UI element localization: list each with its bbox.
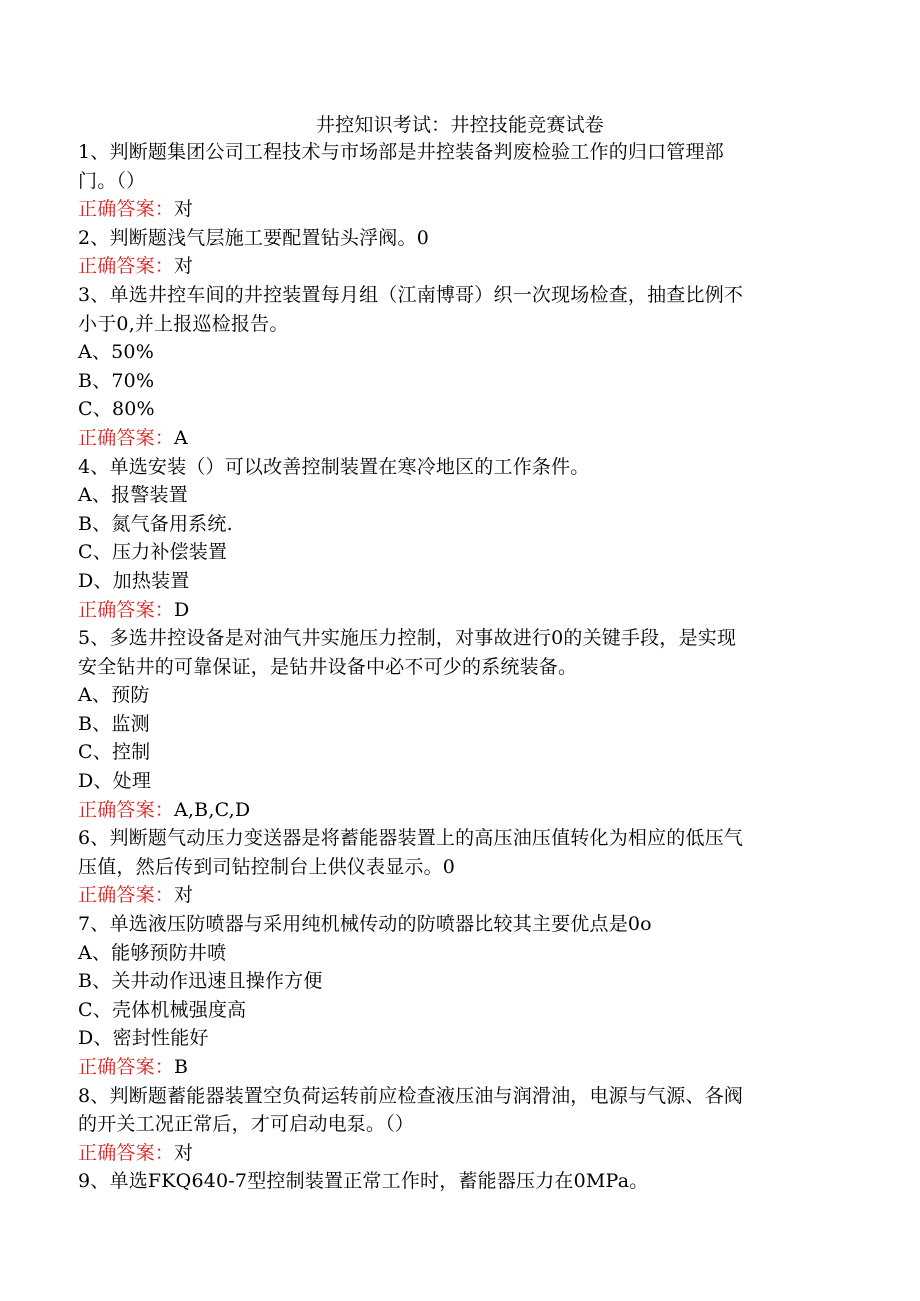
answer-label: 正确答案： — [78, 1056, 175, 1078]
question-9 — [78, 1167, 838, 1196]
question-4 — [78, 453, 838, 625]
answer-value: 对 — [174, 198, 194, 221]
option: A、报警装置 — [78, 484, 188, 507]
question-text: 5、多选井控设备是对油气井实施压力控制，对事故进行0的关键手段，是实现 — [78, 627, 737, 650]
answer-line — [78, 195, 838, 224]
question-text: 门。（） — [78, 169, 146, 192]
answer-line — [78, 796, 838, 825]
question-text: 7、单选液压防喷器与采用纯机械传动的防喷器比较其主要优点是0o — [78, 913, 652, 936]
option: D、加热装置 — [78, 569, 190, 592]
answer-label: 正确答案： — [78, 1141, 175, 1164]
option: D、处理 — [78, 770, 152, 793]
question-8 — [78, 1082, 838, 1168]
answer-line — [78, 596, 838, 625]
answer-value: 对 — [174, 884, 194, 907]
option: B、监测 — [78, 712, 150, 735]
question-text: 1、判断题集团公司工程技术与市场部是井控装备判废检验工作的归口管理部 — [78, 141, 724, 163]
question-text: 9、单选FKQ640-7型控制装置正常工作时，蓄能器压力在0MPa。 — [78, 1170, 649, 1193]
question-6 — [78, 824, 838, 910]
option: B、70% — [78, 369, 155, 392]
question-text: 6、判断题气动压力变送器是将蓄能器装置上的高压油压值转化为相应的低压气 — [78, 827, 744, 850]
answer-value: A — [174, 426, 188, 449]
option: A、50% — [78, 341, 154, 364]
answer-label: 正确答案： — [78, 598, 175, 621]
answer-value: B — [174, 1056, 189, 1078]
option: A、能够预防井喷 — [78, 941, 227, 964]
option: D、密封性能好 — [78, 1027, 209, 1050]
option: C、壳体机械强度高 — [78, 998, 247, 1021]
option: C、压力补偿装置 — [78, 541, 228, 564]
question-text: 3、单选井控车间的井控装置每月组（江南博哥）织一次现场检查，抽查比例不 — [78, 283, 744, 306]
question-1 — [78, 138, 838, 224]
question-text: 4、单选安装（）可以改善控制装置在寒冷地区的工作条件。 — [78, 455, 590, 478]
answer-line — [78, 424, 838, 453]
document-title: 井控知识考试：井控技能竞赛试卷 — [315, 114, 604, 136]
question-2 — [78, 224, 838, 281]
question-5 — [78, 624, 838, 824]
option: B、氮气备用系统. — [78, 512, 233, 535]
question-list — [78, 138, 838, 1196]
option: C、80% — [78, 398, 155, 421]
answer-value: 对 — [174, 255, 194, 278]
answer-value: A,B,C,D — [174, 798, 251, 821]
answer-label: 正确答案： — [78, 798, 175, 821]
answer-line — [78, 1053, 838, 1082]
question-text: 小于0,并上报巡检报告。 — [78, 312, 289, 335]
answer-label: 正确答案： — [78, 884, 175, 907]
answer-label: 正确答案： — [78, 198, 175, 221]
question-text: 安全钻井的可靠保证，是钻井设备中必不可少的系统装备。 — [78, 655, 578, 678]
option: B、关井动作迅速且操作方便 — [78, 970, 323, 993]
question-text: 压值，然后传到司钻控制台上供仪表显示。0 — [78, 855, 456, 878]
answer-line — [78, 252, 838, 281]
question-3 — [78, 281, 838, 453]
answer-line — [78, 1139, 838, 1168]
answer-value: 对 — [174, 1141, 194, 1164]
option: C、控制 — [78, 741, 151, 764]
option: A、预防 — [78, 684, 150, 707]
question-text: 的开关工况正常后，才可启动电泵。（） — [78, 1113, 415, 1136]
answer-label: 正确答案： — [78, 255, 175, 278]
question-7 — [78, 910, 838, 1082]
question-text: 8、判断题蓄能器装置空负荷运转前应检查液压油与润滑油，电源与气源、各阀 — [78, 1084, 744, 1107]
answer-label: 正确答案： — [78, 426, 175, 449]
question-text: 2、判断题浅气层施工要配置钻头浮阀。0 — [78, 226, 429, 249]
answer-value: D — [174, 598, 190, 621]
answer-line — [78, 881, 838, 910]
